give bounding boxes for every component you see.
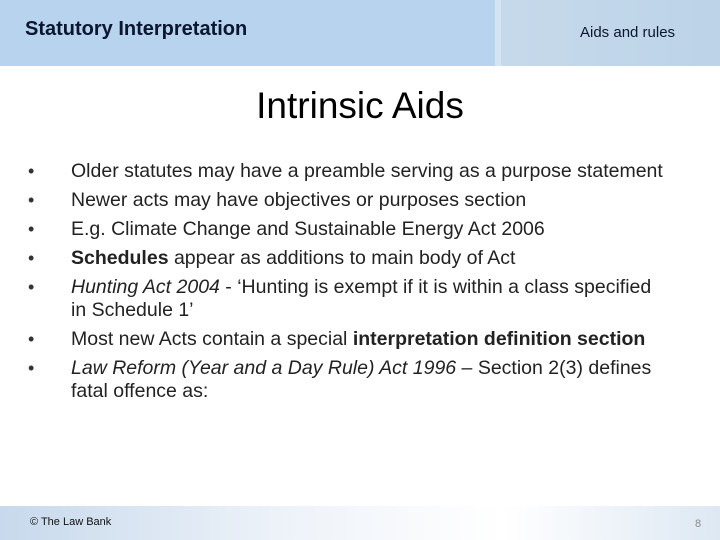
copyright-text: © The Law Bank <box>30 516 112 528</box>
bullet-text: E.g. Climate Change and Sustainable Energy Act 2006 <box>71 218 545 240</box>
bullet-item <box>0 276 720 322</box>
bullet-text: Older statutes may have a preamble serving as a purpose statement <box>71 160 663 182</box>
bullet-icon: • <box>28 329 35 349</box>
slide-title: Intrinsic Aids <box>256 85 464 126</box>
bullet-icon: • <box>28 190 35 210</box>
bullet-italic-text: Law Reform (Year and a Day Rule) Act 1996 <box>71 357 457 379</box>
bullet-bold-text: Schedules <box>71 247 169 269</box>
bullet-item <box>0 160 720 183</box>
bullet-icon: • <box>28 219 35 239</box>
page-number: 8 <box>695 518 702 530</box>
bullet-text: – Section 2(3) defines fatal offence as: <box>71 357 652 402</box>
header-bar <box>0 0 720 66</box>
footer-bar <box>0 506 720 540</box>
bullet-list <box>0 160 720 409</box>
bullet-item <box>0 189 720 212</box>
bullet-icon: • <box>28 277 35 297</box>
bullet-icon: • <box>28 358 35 378</box>
header-title-tab <box>0 0 501 66</box>
bullet-icon: • <box>28 248 35 268</box>
course-title: Statutory Interpretation <box>25 18 248 40</box>
section-title: Aids and rules <box>580 24 676 41</box>
bullet-item <box>0 218 720 241</box>
bullet-italic-text: Hunting Act 2004 <box>71 276 220 298</box>
bullet-text: appear as additions to main body of Act <box>168 247 516 269</box>
bullet-text: Most new Acts contain a special <box>71 328 353 350</box>
bullet-bold-text: interpretation definition section <box>352 328 646 350</box>
bullet-text: Newer acts may have objectives or purposes section <box>71 189 527 211</box>
bullet-item <box>0 247 720 270</box>
bullet-icon: • <box>28 161 35 181</box>
bullet-item <box>0 357 720 403</box>
bullet-text: - ‘Hunting is exempt if it is within a class specified in Schedule 1’ <box>71 276 652 321</box>
bullet-item <box>0 328 720 351</box>
